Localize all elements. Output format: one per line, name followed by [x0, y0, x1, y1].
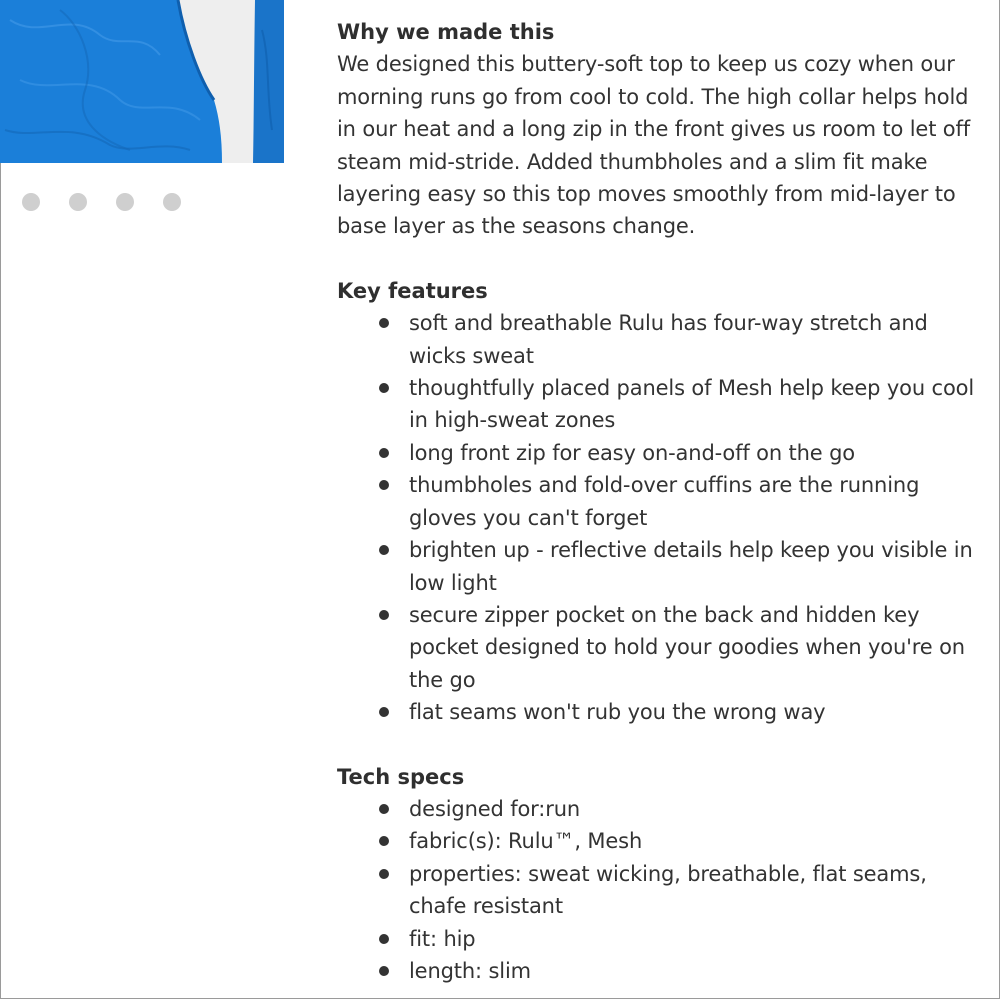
product-photo-blue-top-icon — [0, 0, 284, 163]
specs-title: Tech specs — [337, 764, 465, 789]
list-item: thumbholes and fold-over cuffins are the running gloves you can't forget — [409, 469, 987, 534]
gallery-dot-4[interactable] — [163, 193, 181, 211]
list-item: flat seams won't rub you the wrong way — [409, 696, 987, 728]
list-item: fabric(s): Rulu™, Mesh — [409, 825, 987, 857]
list-item: designed for:run — [409, 793, 987, 825]
gallery-pagination — [22, 193, 181, 211]
list-item: fit: hip — [409, 923, 987, 955]
why-body: We designed this buttery-soft top to keep us cozy when our morning runs go from cool to cold. The high collar helps hold in our heat and a long zip in the front gives us room to let off steam mid-stride. Added thumbholes and a slim fit make layering easy so this top moves smoothly from mid-layer to base layer as the seasons change. — [337, 52, 970, 239]
product-gallery — [0, 0, 290, 240]
list-item: long front zip for easy on-and-off on the go — [409, 437, 987, 469]
list-item: properties: sweat wicking, breathable, flat seams, chafe resistant — [409, 858, 987, 923]
features-title: Key features — [337, 278, 488, 303]
gallery-dot-3[interactable] — [116, 193, 134, 211]
list-item: length: slim — [409, 955, 987, 987]
list-item: soft and breathable Rulu has four-way stretch and wicks sweat — [409, 307, 987, 372]
features-list — [337, 307, 987, 728]
list-item: secure zipper pocket on the back and hidden key pocket designed to hold your goodies when you're on the go — [409, 599, 987, 696]
product-description — [337, 16, 987, 987]
gallery-dot-1[interactable] — [22, 193, 40, 211]
why-title: Why we made this — [337, 20, 555, 44]
product-image[interactable] — [0, 0, 284, 163]
list-item: brighten up - reflective details help keep you visible in low light — [409, 534, 987, 599]
specs-list — [337, 793, 987, 987]
gallery-dot-2[interactable] — [69, 193, 87, 211]
list-item: thoughtfully placed panels of Mesh help keep you cool in high-sweat zones — [409, 372, 987, 437]
